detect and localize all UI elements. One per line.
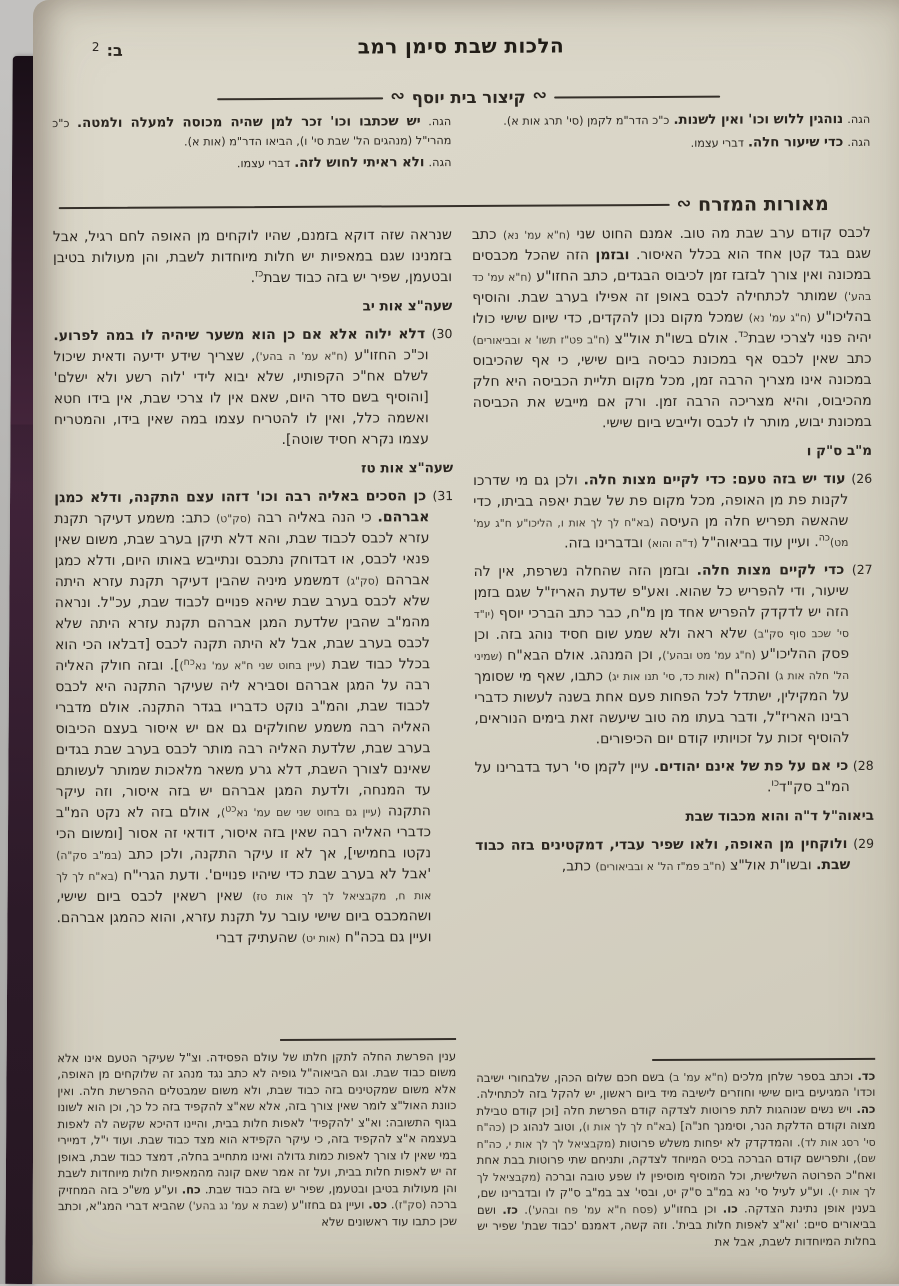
item-number: (27 [851, 561, 873, 577]
footnote-mark: כט. [368, 1197, 388, 1212]
hagahah-paragraph [52, 154, 451, 175]
section-header-meoros [59, 193, 829, 219]
subhead-shaare-tziyun-12: שעה"צ אות יב [362, 298, 453, 315]
item-number: (28 [852, 757, 874, 773]
footnote-text: וע"ע מש"כ בזה המחזיק ברכה (סק"ז). [57, 1182, 458, 1212]
footnote-mark: כד. [857, 1068, 876, 1083]
kitzur-left-column [52, 112, 451, 188]
section-header-kitzur [217, 87, 720, 109]
item-number: (30 [431, 326, 453, 342]
page-header [52, 32, 870, 80]
footnote-separator-rule [281, 1038, 457, 1041]
footnote-text: ועיין גם בחזו"ע (שבת א עמ' נג בהע') שהביא דברי המג"א, וכתב שכן כתבו עוד ראשונים שלא [57, 1197, 458, 1229]
item-catchword: כי אם על פת של אינם יהודים. [653, 758, 849, 776]
footnote-separator-rule [652, 1058, 875, 1061]
item-26 [473, 469, 872, 555]
hagahah-label: הגה. [428, 156, 452, 170]
item-text: ובשו"ת אול"צ (ח"ב פמ"ז הל' א ובביאורים) כתב, [561, 857, 812, 875]
item-31 [54, 486, 455, 950]
hagahah-paragraph [52, 113, 451, 152]
footnote-continuation: ענין הפרשת החלה לתקן חלתו של עולם הפסידה. וצ"ל שעיקר הטעם אינו אלא משום כבוד שבת. וגם הביאוה"ל גופיה לא כתב נגד מנהג זה שלוקחים מן האופה, אלא משום שמקטינים בזה כבוד שבת, ולא משום שמבטלים ההפרשת חלה. ואין כוונת האול"צ לומר שאין צורך בזה, אלא שא"צ להקפיד בזה כל כך, וכן הוא לשונו בגוף התשובה: וא"צ 'להקפיד' לאפות חלות בבית, והיינו דהיכא שקשה לה לאפות בעצמה א"צ להקפיד בזה, כי עיקר הקפידא הוא מצד כבוד שבת. ועוד י"ל, דמיירי במי שאין לו צורך לאפות כמות גדולה ואינו מתחייב בחלה, דמצד כבוד שבת, באופן זה יש לאפות חלות בבית, ועל זה אמר שאם קונה מהמאפיות חלות מיוחדות לשבת והן מעולות בטיבן ובטעמן, שפיר יש בזה כבוד שבת. [57, 1049, 457, 1197]
footnotes-right-block [476, 1048, 876, 1251]
hagahah-catchword: יש שכתבו וכו' זכר למן שהיה מכוסה למעלה ולמטה. [76, 114, 421, 132]
header-rule [59, 204, 670, 209]
kitzur-right-column [471, 110, 870, 186]
footnotes-right-text [476, 1068, 876, 1251]
hagahah-source: דברי עצמו. [236, 156, 291, 171]
subhead-biur-halacha: ביאוה"ל ד"ה והוא מכבוד שבת [685, 807, 874, 825]
item-27 [474, 560, 874, 751]
item-catchword: עוד יש בזה טעם: כדי לקיים מצות חלה. [583, 471, 846, 489]
hagahah-source: דברי עצמו. [690, 136, 744, 150]
item-catchword: כדי לקיים מצות חלה. [696, 562, 845, 579]
hagahah-paragraph [471, 134, 870, 155]
footnotes-left-text [57, 1048, 457, 1231]
item-28 [475, 756, 874, 800]
item-number: (26 [851, 470, 873, 486]
hagahah-label: הגה. [847, 135, 871, 149]
footnote-text: וכן בחזו"ע (פסח ח"א עמ' פח ובהע'). [524, 1201, 717, 1217]
item-catchword: כן הסכים באליה רבה וכו' דזהו עצם התקנה, ודלא כמגן אברהם. [54, 488, 430, 526]
item-text: כי הנה באליה רבה (סק"ט) כתב: משמע דעיקר תקנת עזרא לכבס לכבוד שבת, והא דלא תיקן בערב שבת, משום שאין פנאי לכבס, או דבדוחק נתכבס ונתייבש באותו היום, ודלא כמגן אברהם (סק"ג) דמשמע מיניה שהבין דעיקר תקנת עזרא היתה שלא לכבס בערב שבת שיהא פנויים לכבוד שבת, עכ"ל. ונראה מהמ"ב שהבין שלדעת המגן אברהם תקנת עזרא היתה שלא לכבס בערב שבת, אבל לא היתה תקנה לכבס [דבלאו הכי הוא בכלל כבוד שבת (עיין בחוט שני ח"א עמ' נא$^{כח}$)]. ובזה חולק האליה רבה על המגן אברהם וסבירא ליה שעיקר התקנה היא לכבס לכבוד שבת, והמ"ב נוקט כדבריו בגדר התקנה. אולם מדברי האליה רבה משמע שחולקים גם אם יש איסור בעצם הכיבוס בערב שבת, שלדעת האליה רבה מותר לכבס בערב שבת בגדים שאינם לצורך השבת, דלא גרע משאר מלאכות שמותר לעשותם עד המנחה, ולדעת המגן אברהם יש בזה איסור, וזה עיקר התקנה (עיין גם בחוט שני שם עמ' נא$^{כט}$), אולם בזה לא נקט המ"ב כדברי האליה רבה שאין בזה איסור, דודאי זה אסור [ומשום הכי נקטו בחמישי], אך לא זו עיקר התקנה, ולכן כתב (במ"ב סק"ה) 'אבל לא בערב שבת כדי שיהיו פנויים'. ודעת הגרי"ח (בא"ח לך לך אות ח, מקבציאל לך לך אות טז) שאין רשאין לכבס ביום שישי, ושהמכבס ביום שישי עובר על תקנת עזרא, והוא כהמגן אברהם. ועיין גם בכה"ח (אות יט) שהעתיק דברי [54, 509, 432, 947]
page-title: הלכות שבת סימן רמב [357, 33, 565, 59]
scroll-ornament-icon: ∾ [532, 85, 547, 106]
footnotes-left-block [57, 1028, 457, 1253]
header-rule [554, 95, 720, 98]
continuation-paragraph: לכבס קודם ערב שבת מה טוב. אמנם החוט שני (ח"א עמ' נא) כתב שגם בגד קטן אחד הוא בכלל האיסור. ובזמן הזה שהכל מכבסים במכונה ואין צורך לבזבז זמן לכיבוס הבגדים, כתב החזו"ע (ח"א עמ' כד בהע') שמותר לכתחילה לכבס באופן זה אפילו בערב שבת. והוסיף בהליכו"ע (ח"ג עמ' נא) שמכל מקום נכון להקדים, כדי שיום שישי כולו יהיה פנוי לצרכי שבת$^{כד}$. אולם בשו"ת אול"צ (ח"ב פט"ז תשו' א ובביאורים) כתב שאין לכבס אף במכונת כביסה ביום שישי, כי אף שהכיבוס במכונה אינו מצריך הרבה זמן, מכל מקום תליית הכביסה היא חלק מהכיבוס, והיא מצריכה הרבה זמן. ורק אם מייבש את הכביסה במכונת יבוש, מותר לו לכבס ולייבש ביום שישי. [471, 224, 872, 432]
meoros-left-column [53, 225, 457, 1253]
hagahah-catchword: נוהגין ללוש וכו' ואין לשנות. [673, 112, 844, 128]
continuation-paragraph: שנראה שזה דוקא בזמנם, שהיו לוקחים מן האופה לחם רגיל, אבל בזמנינו שגם במאפיות יש חלות מיוחדות לשבת, והן מעולות בטיבן ובטעמן, שפיר יש בזה כבוד שבת$^{כז}$. [52, 227, 453, 287]
footnote-text: ויש נשים שנוהגות לתת פרוטות לצדקה קודם הפרשת חלה [וכן קודם טבילת מצוה וקודם הדלקת הנר, וסימנך חנ"ה] (בא"ח לך לך אות ו), וטוב לנהוג כן (כה"ח סי' רסג אות לד). והמדקדק לא יפחות משלש פרוטות (מקבציאל לך לך אות י, כה"ח שם), ותפרישם קודם הברכה בכיס המיוחד לצדקה, ותניחם שתי פרוטות בבת אחת ואח"כ הפרוטה השלישית, וכל המוסיף מוסיפין לו שפע טובה וברכה (מקבציאל לך לך אות י). וע"ע לעיל סי' נא במ"ב ס"ק יט, ובסי' צב במ"ב ס"ק לו ובדברינו שם, בענין אופן נתינת הצדקה. [476, 1101, 877, 1216]
hagahah-label: הגה. [847, 112, 871, 126]
footnote-mark: כו. [722, 1201, 738, 1216]
footnote-text: ושם בביאורים סיים: 'וא"צ לאפות חלות בבית'. וזה קשה, דאמנם 'כבוד שבת' שפיר יש בחלות המיוחדות לשבת, אבל את [476, 1202, 877, 1249]
meoros-columns [53, 223, 876, 1253]
item-text: וכ"כ החזו"ע (ח"א עמ' ה בהע'), שצריך שידע ידיעה ודאית שיכול לשלם אח"כ הקפותיו, שלא יבוא לידי 'לוה רשע ולא ישלם' [והוסיף בשם סדר היום, שאם אין לו צרכי שבת, אין בידו חטא ואשמה כלל, ואין לו להטריח עצמו במה שאין בידו, והמטריח עצמו נקרא חסיד שוטה]. [53, 347, 429, 448]
hagahah-paragraph [471, 111, 870, 132]
hagahah-catchword: כדי שיעור חלה. [747, 134, 844, 151]
kitzur-columns [52, 110, 870, 188]
item-number: (29 [853, 835, 875, 851]
hagahah-catchword: ולא ראיתי לחוש לזה. [294, 155, 425, 171]
folio-number [92, 40, 123, 60]
hagahah-source: כ"כ מהרי"ל (מנהגים הל' שבת סי' ו), הביאו הדר"מ (אות א). [52, 117, 452, 149]
meoros-title: מאורות המזרח [698, 193, 829, 216]
item-text: ולכן גם מי שדרכו לקנות פת מן האופה, מכל מקום פת של שבת יאפה בביתו, כדי שהאשה תפריש חלה מן העיסה (בא"ח לך לך אות ו, הליכו"ע ח"ג עמ' מט)$^{כה}$. ועיין עוד בביאוה"ל (ד"ה והוא) ובדברינו בזה. [473, 472, 849, 552]
hagahah-source: כ"כ הדר"מ לקמן (סי' תרג אות א). [503, 113, 670, 128]
folio-letter: ב: [106, 40, 123, 60]
footnote-mark: כח. [181, 1182, 201, 1197]
subhead-mb-sk-6: מ"ב ס"ק ו [806, 442, 873, 460]
item-catchword: ולוקחין מן האופה, ולאו שפיר עבדי, דמקטינים בזה כבוד שבת. [475, 836, 851, 874]
item-29 [475, 834, 874, 878]
hagahah-label: הגה. [428, 115, 452, 129]
folio-digit: 2 [91, 39, 100, 54]
footnote-mark: כה. [856, 1101, 876, 1116]
item-30 [53, 324, 453, 452]
scroll-ornament-icon: ∾ [676, 193, 692, 214]
kitzur-title: קיצור בית יוסף [411, 87, 526, 108]
footnote-mark: כז. [502, 1202, 519, 1217]
header-rule [217, 97, 383, 100]
subhead-shaare-tziyun-16: שעה"צ אות טז [361, 460, 454, 477]
footnote-text: וכתב בספר שלחן מלכים (ח"א עמ' ב) בשם חכם שלום הכהן, שלבחורי ישיבה וכדו' המגיעים ביום שישי וחוזרים לישיבה מיד ביום ראשון, יש להקל בזה לכתחילה. [476, 1068, 876, 1102]
scroll-ornament-icon: ∾ [390, 86, 405, 107]
item-text: ובזמן הזה שהחלה נשרפת, אין לה שיעור, ודי להפריש כל שהוא. ואע"פ שדעת האריז"ל שגם בזמן הזה יש לדקדק להפריש אחד מן מ"ח, כבר כתב הברכי יוסף (יו"ד סי' שכב סוף סק"ב) שלא ראה ולא שמע שום חסיד נוהג בזה. וכן פסק ההליכו"ע (ח"ג עמ' מט ובהע'), וכן המנהג. אולם הבא"ח (שמיני הל' חלה אות ג) והכה"ח (אות כד, סי' תנו אות יג) כתבו, שאף מי שסומך על המקילין, ישתדל לכל הפחות פעם אחת בשנה לעשות כדברי רבינו האריז"ל, ודבר בעתו מה טוב שיעשה זאת בימים הנוראים, להוסיף זכות על זכויותיו קודם יום הכיפורים. [473, 562, 850, 748]
page-content [30, 0, 899, 1286]
item-number: (31 [432, 488, 454, 504]
item-text: עיין לקמן סי' רעד בדברינו על המ"ב סק"ד$^{כו}$. [474, 759, 850, 796]
item-catchword: דלא ילוה אלא אם כן הוא משער שיהיה לו במה לפרוע. [53, 326, 426, 345]
meoros-right-column [472, 223, 876, 1251]
book-page [33, 0, 899, 1284]
